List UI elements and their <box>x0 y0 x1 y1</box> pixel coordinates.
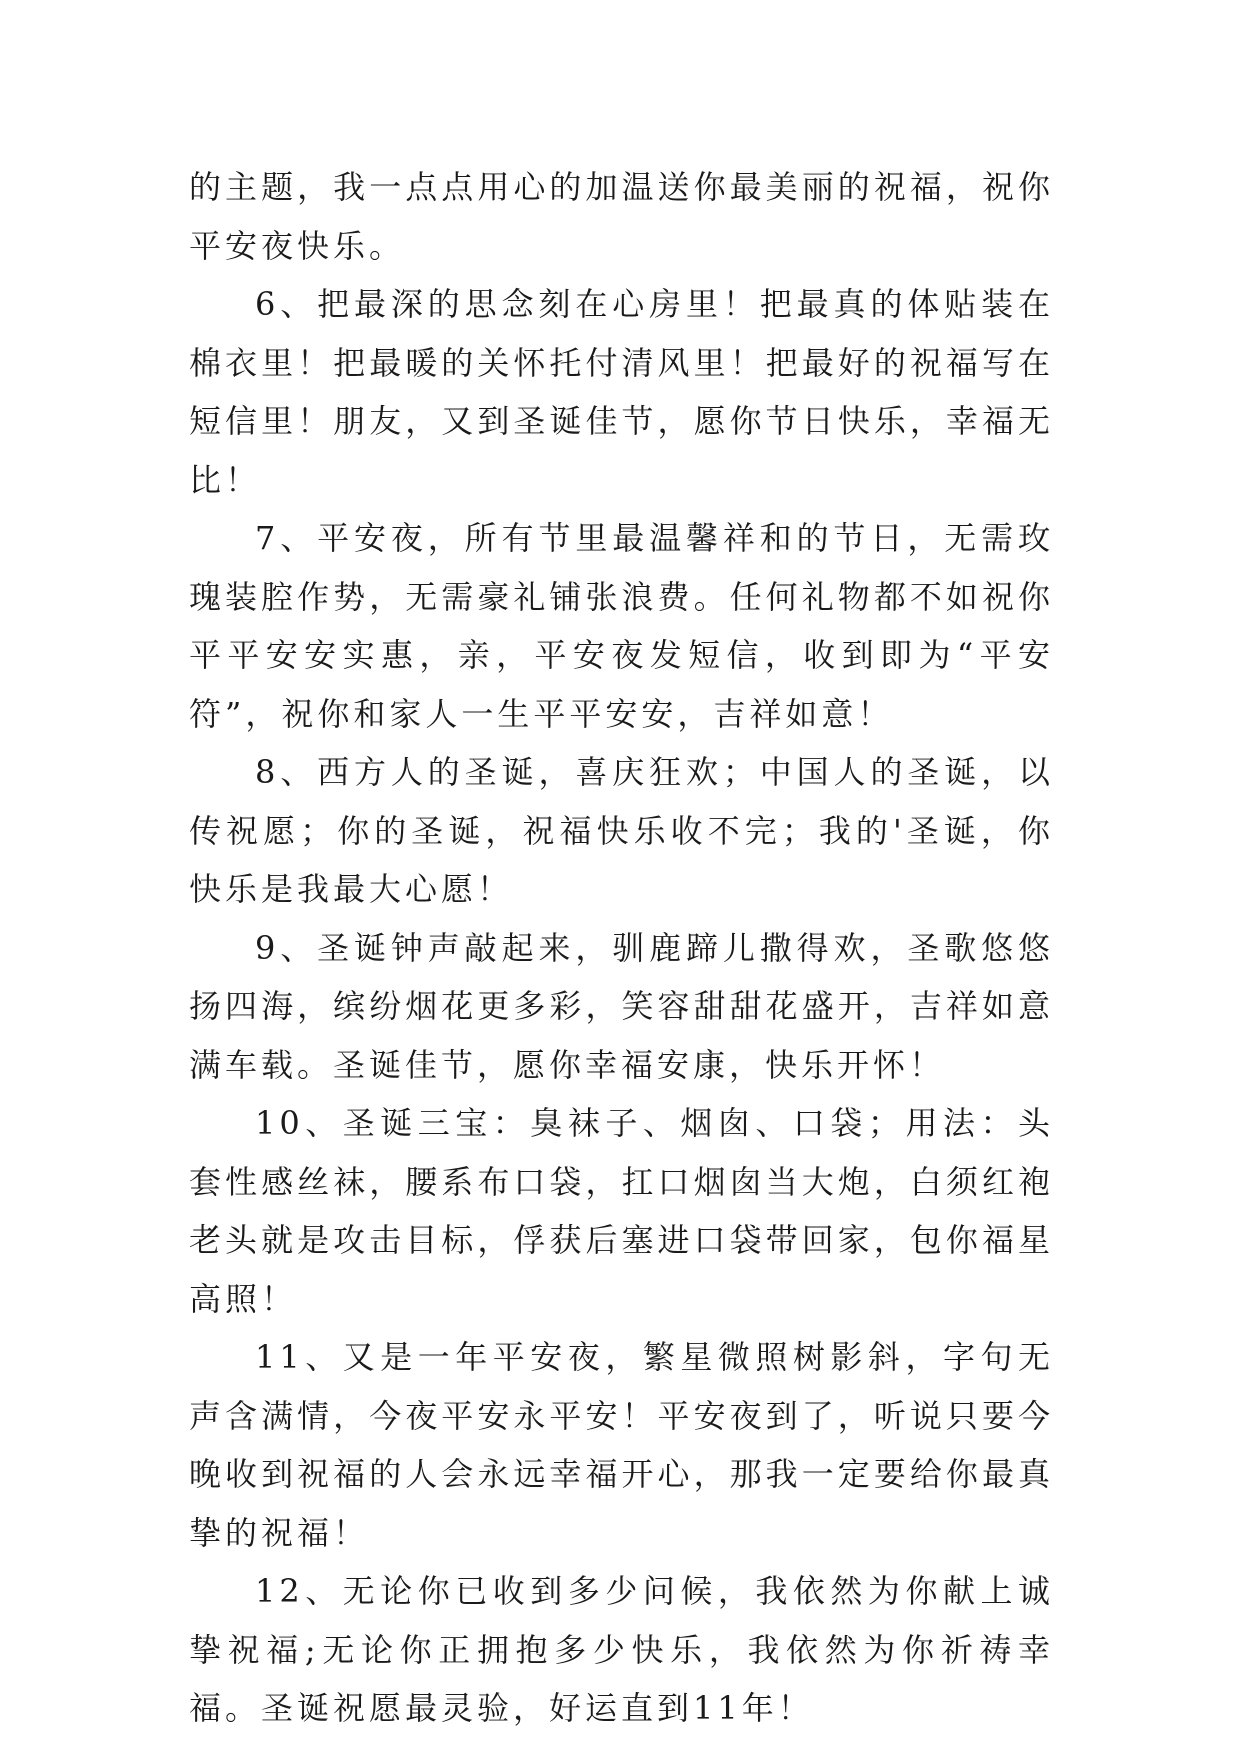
paragraph-item-9: 9、圣诞钟声敲起来，驯鹿蹄儿撒得欢，圣歌悠悠扬四海，缤纷烟花更多彩，笑容甜甜花盛开，吉祥如意满车载。圣诞佳节，愿你幸福安康，快乐开怀！ <box>189 928 1054 1084</box>
paragraph-item-10: 10、圣诞三宝：臭袜子、烟囱、口袋；用法：头套性感丝袜，腰系布口袋，扛口烟囱当大炮，白须红袍老头就是攻击目标，俘获后塞进口袋带回家，包你福星高照！ <box>189 1104 1054 1318</box>
paragraph-item-8: 8、西方人的圣诞，喜庆狂欢；中国人的圣诞，以传祝愿；你的圣诞，祝福快乐收不完；我的'圣诞，你快乐是我最大心愿！ <box>189 753 1054 908</box>
paragraph-item-11: 11、又是一年平安夜，繁星微照树影斜，字句无声含满情，今夜平安永平安！平安夜到了，听说只要今晚收到祝福的人会永远幸福开心，那我一定要给你最真挚的祝福！ <box>189 1338 1054 1552</box>
paragraph-item-6: 6、把最深的思念刻在心房里！把最真的体贴装在棉衣里！把最暖的关怀托付清风里！把最好的祝福写在短信里！朋友，又到圣诞佳节，愿你节日快乐，幸福无比！ <box>189 285 1054 499</box>
paragraph-item-7: 7、平安夜，所有节里最温馨祥和的节日，无需玫瑰装腔作势，无需豪礼铺张浪费。任何礼物都不如祝你平平安安实惠，亲，平安夜发短信，收到即为“平安符”，祝你和家人一生平平安安，吉祥如意！ <box>189 519 1054 733</box>
paragraph-continuation: 的主题，我一点点用心的加温送你最美丽的祝福，祝你平安夜快乐。 <box>189 168 1054 265</box>
document-body <box>189 158 1054 1738</box>
paragraph-item-12: 12、无论你已收到多少问候，我依然为你献上诚挚祝福;无论你正拥抱多少快乐，我依然为你祈祷幸福。圣诞祝愿最灵验，好运直到11年！ <box>189 1572 1054 1727</box>
